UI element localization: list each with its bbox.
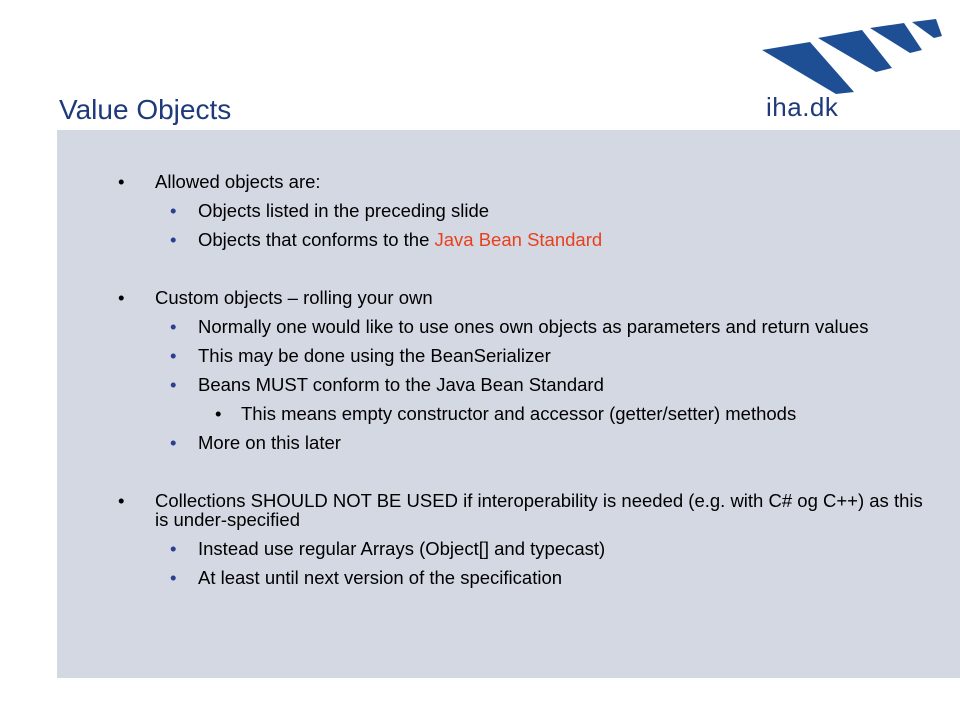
bullet-own-objects: • Normally one would like to use ones own objects as parameters and return values (170, 316, 869, 337)
bullet-dot-icon: • (170, 229, 177, 250)
bullet-preceding-slide: • Objects listed in the preceding slide (170, 200, 490, 221)
bullet-dot-icon: • (118, 171, 125, 192)
bullet-collections: • Collections SHOULD NOT BE USED if interoperability is needed (e.g. with C# og C++) as this is under-specified (118, 490, 923, 530)
bullet-dot-icon: • (170, 316, 177, 337)
bullet-list (57, 172, 937, 587)
bullet-java-bean: • Objects that conforms to the Java Bean Standard (170, 229, 603, 250)
bullet-next-version: • At least until next version of the specification (170, 567, 563, 588)
bullet-dot-icon: • (118, 287, 125, 308)
java-bean-standard-highlight: Java Bean Standard (434, 229, 603, 250)
bullet-custom-objects: • Custom objects – rolling your own (118, 287, 433, 308)
bullet-dot-icon: • (170, 567, 177, 588)
bullet-allowed-objects: • Allowed objects are: (118, 171, 321, 192)
bullet-dot-icon: • (170, 200, 177, 221)
slide-title: Value Objects (59, 94, 232, 125)
bullet-regular-arrays: • Instead use regular Arrays (Object[] and typecast) (170, 538, 606, 559)
bullet-dot-icon: • (170, 538, 177, 559)
bullet-dot-icon: • (118, 490, 125, 511)
bullet-dot-icon: • (170, 374, 177, 395)
bullet-beanserializer: • This may be done using the BeanSerializer (170, 345, 551, 366)
logo-text: iha.dk (766, 92, 839, 122)
bullet-dot-icon: • (215, 403, 222, 424)
bullet-more-later: • More on this later (170, 432, 341, 453)
bullet-dot-icon: • (170, 432, 177, 453)
bullet-empty-constructor: • This means empty constructor and accessor (getter/setter) methods (215, 403, 797, 424)
bullet-dot-icon: • (170, 345, 177, 366)
bullet-beans-must-conform: • Beans MUST conform to the Java Bean Standard (170, 374, 604, 395)
